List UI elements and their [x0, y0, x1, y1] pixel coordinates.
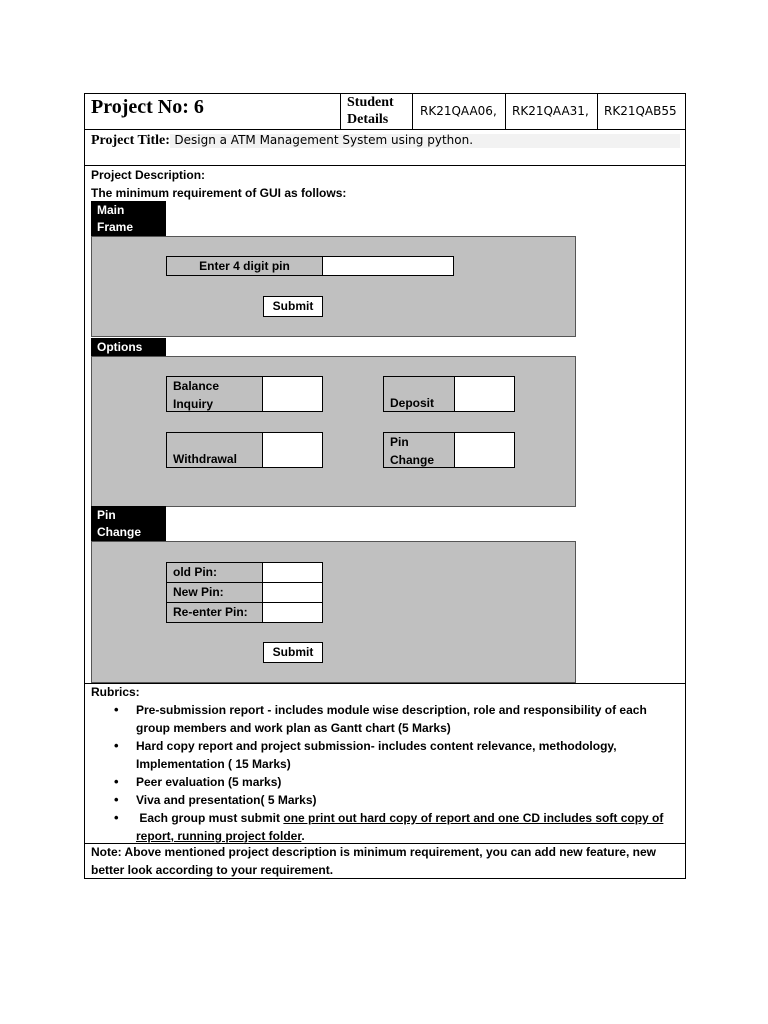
header-divider-2: [412, 93, 413, 130]
project-title-label: Project Title:: [91, 133, 170, 148]
pin-label: Enter 4 digit pin: [199, 259, 290, 273]
rubric-item: • Peer evaluation (5 marks): [136, 773, 680, 791]
rubrics-divider: [84, 683, 686, 684]
pin-change-label: [91, 506, 166, 542]
old-pin-input[interactable]: [262, 562, 323, 583]
pin-change-label-line2: Change: [97, 525, 142, 539]
new-pin-label-box: [166, 582, 263, 603]
main-frame-label: [91, 201, 166, 237]
new-pin-input[interactable]: [262, 582, 323, 603]
description-label: Project Description:: [91, 168, 206, 182]
pin-label-box: [166, 256, 323, 276]
student-details-label: Student Details: [347, 95, 394, 127]
deposit-button[interactable]: [454, 376, 515, 412]
new-pin-label: New Pin:: [173, 585, 224, 599]
main-submit-button[interactable]: Submit: [263, 296, 323, 317]
student-id-2: RK21QAA31,: [512, 104, 589, 118]
submission-prefix: Each group must submit: [136, 811, 284, 825]
old-pin-label-box: [166, 562, 263, 583]
balance-inquiry-line2: Inquiry: [173, 397, 214, 411]
pin-change-option-box: [383, 432, 455, 468]
withdrawal-button[interactable]: [262, 432, 323, 468]
balance-inquiry-button[interactable]: [262, 376, 323, 412]
project-title-value: Design a ATM Management System using python.: [174, 133, 474, 147]
student-id-3: RK21QAB55: [604, 104, 677, 118]
submission-suffix: .: [301, 829, 305, 843]
rubric-item: • Viva and presentation( 5 Marks): [136, 791, 680, 809]
deposit-box: [383, 376, 455, 412]
rubrics-list: [90, 701, 680, 845]
withdrawal-box: [166, 432, 263, 468]
project-number: Project No: 6: [91, 96, 204, 118]
main-frame-label-line1: Main: [97, 203, 125, 217]
description-intro: The minimum requirement of GUI as follows:: [91, 186, 347, 200]
pin-change-panel: [91, 541, 576, 683]
deposit-label: Deposit: [390, 396, 435, 410]
project-title: [91, 131, 681, 150]
student-id-1: RK21QAA06,: [420, 104, 497, 118]
pin-change-label-line1: Pin: [97, 508, 116, 522]
reenter-pin-input[interactable]: [262, 602, 323, 623]
submission-requirement: one print out hard copy of report and one CD includes soft copy of report, running project folder: [136, 811, 664, 843]
reenter-pin-label: Re-enter Pin:: [173, 605, 248, 619]
balance-inquiry-box: [166, 376, 263, 412]
pin-change-option-button[interactable]: [454, 432, 515, 468]
rubric-item-submission: [136, 809, 680, 845]
main-frame-label-line2: Frame: [97, 220, 134, 234]
options-label: Options: [91, 338, 166, 357]
pin-input[interactable]: [322, 256, 454, 276]
header-divider-1: [340, 93, 341, 130]
pin-change-option-line1: Pin: [390, 435, 409, 449]
pin-change-option-line2: Change: [390, 453, 435, 467]
rubrics-label: Rubrics:: [91, 685, 140, 699]
rubric-item: • Hard copy report and project submission- includes content relevance, methodology, Implementation ( 15 Marks): [136, 737, 680, 773]
header-divider-3: [505, 93, 506, 130]
balance-inquiry-line1: Balance: [173, 379, 220, 393]
main-frame-panel: [91, 236, 576, 337]
pin-change-submit-button[interactable]: Submit: [263, 642, 323, 663]
note-text: Note: Above mentioned project description is minimum requirement, you can add new feature, new better look according to your requirement.: [91, 845, 656, 877]
reenter-pin-label-box: [166, 602, 263, 623]
header-divider-4: [597, 93, 598, 130]
rubric-item: • Pre-submission report - includes module wise description, role and responsibility of each group members and work plan as Gantt chart (5 Marks): [136, 701, 680, 737]
old-pin-label: old Pin:: [173, 565, 217, 579]
withdrawal-label: Withdrawal: [173, 452, 237, 466]
